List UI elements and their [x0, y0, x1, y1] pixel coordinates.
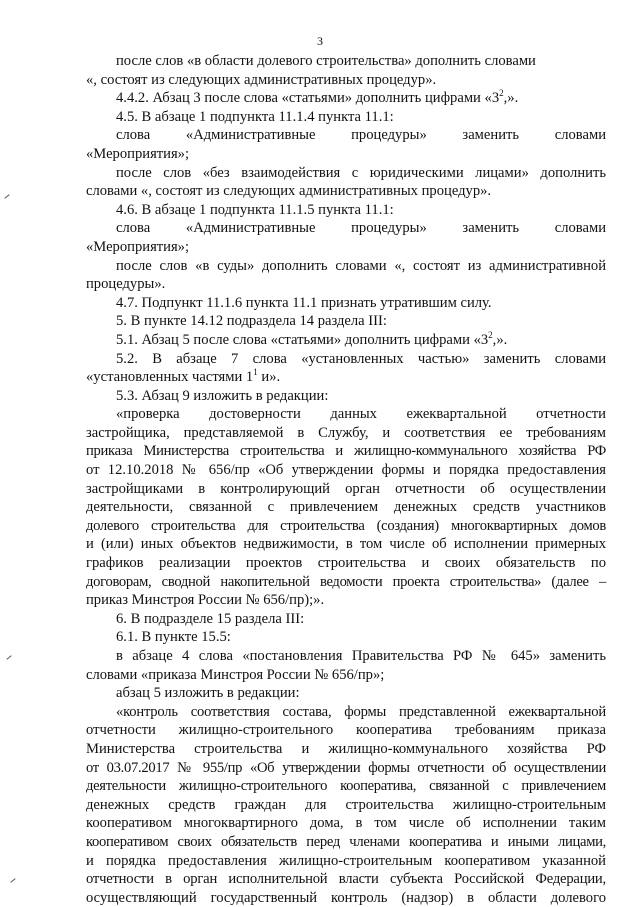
- document-body: [86, 52, 606, 907]
- text-line: застройщика, представляемой в Службу, и соответствия ее требованиям: [86, 424, 606, 441]
- text-line: денежных средств граждан для строительства жилищно-строительным: [86, 796, 606, 813]
- text-line: графиков реализации проектов строительства и своих обязательств по: [86, 555, 606, 572]
- text-line: «установленных частями $1^1$ и».: [86, 367, 281, 386]
- text-line: кооперативом многоквартирного дома, в том числе об исполнении таким: [86, 815, 606, 832]
- text-line: 4.6. В абзаце 1 подпункта 11.1.5 пункта 11.1:: [116, 201, 394, 218]
- scan-mark: [10, 878, 15, 883]
- text-line: «, состоят из следующих административных процедур».: [86, 71, 437, 88]
- text-line: от 12.10.2018 № 656/пр «Об утверждении формы и порядка предоставления: [86, 462, 606, 479]
- text-line: долевого строительства для строительства (создания) многоквартирных домов: [86, 517, 606, 534]
- text-line: словами «, состоят из следующих административных процедур».: [86, 183, 492, 200]
- text-line: «контроль соответствия состава, формы представленной ежеквартальной: [116, 703, 606, 720]
- text-line: осуществляющий государственный контроль (надзор) в области долевого: [86, 889, 606, 906]
- text-line: договорам, сводной накопительной ведомости проекта строительства» (далее –: [86, 573, 606, 590]
- text-line: словами «приказа Минстроя России № 656/пр»;: [86, 666, 385, 683]
- text-line: 4.5. В абзаце 1 подпункта 11.1.4 пункта 11.1:: [116, 108, 394, 125]
- text-line: деятельности жилищно-строительного кооператива, связанной с привлечением: [86, 778, 606, 795]
- text-line: 4.4.2. Абзац 3 после слова «статьями» дополнить цифрами «$3^2$,».: [116, 88, 519, 107]
- text-line: и порядка предоставления жилищно-строительным кооперативом указанной: [86, 852, 606, 869]
- text-line: 5.3. Абзац 9 изложить в редакции:: [116, 387, 329, 404]
- scan-mark: [6, 655, 11, 660]
- text-line: приказа Министерства строительства и жилищно-коммунального хозяйства РФ: [86, 443, 606, 460]
- text-line: 5.2. В абзаце 7 слова «установленных частью» заменить словами: [116, 350, 606, 367]
- text-line: 4.7. Подпункт 11.1.6 пункта 11.1 признать утратившим силу.: [116, 294, 492, 311]
- text-line: приказ Минстроя России № 656/пр);».: [86, 592, 325, 609]
- text-line: и (или) иных объектов недвижимости, в том числе об исполнении примерных: [86, 536, 606, 553]
- text-line: Министерства строительства и жилищно-коммунального хозяйства РФ: [86, 740, 606, 757]
- text-line: отчетности жилищно-строительного кооператива требованиям приказа: [86, 722, 606, 739]
- text-line: от 03.07.2017 № 955/пр «Об утверждении формы отчетности об осуществлении: [86, 759, 606, 776]
- text-line: «Мероприятия»;: [86, 238, 190, 255]
- scan-mark: [4, 194, 9, 199]
- text-line: 6. В подразделе 15 раздела III:: [116, 610, 305, 627]
- page-number: 3: [317, 34, 323, 48]
- text-line: «проверка достоверности данных ежеквартальной отчетности: [116, 406, 606, 423]
- text-line: абзац 5 изложить в редакции:: [116, 685, 300, 702]
- text-line: деятельности, связанной с привлечением денежных средств участников: [86, 499, 606, 516]
- text-line: после слов «в области долевого строительства» дополнить словами: [116, 53, 536, 69]
- text-line: слова «Административные процедуры» заменить словами: [116, 220, 606, 237]
- text-line: процедуры».: [86, 276, 166, 293]
- text-line: 5.1. Абзац 5 после слова «статьями» дополнить цифрами «$3^2$,».: [116, 330, 508, 348]
- text-line: после слов «в суды» дополнить словами «, состоят из административной: [116, 257, 606, 274]
- text-line: в абзаце 4 слова «постановления Правительства РФ № 645» заменить: [116, 648, 606, 664]
- text-line: застройщиками в контролирующий орган отчетности об осуществлении: [86, 480, 606, 497]
- text-line: 6.1. В пункте 15.5:: [116, 629, 231, 646]
- text-line: отчетности в орган исполнительной власти субъекта Российской Федерации,: [86, 871, 606, 888]
- text-line: «Мероприятия»;: [86, 145, 190, 162]
- text-line: 5. В пункте 14.12 подраздела 14 раздела III:: [116, 313, 387, 330]
- text-line: после слов «без взаимодействия с юридическими лицами» дополнить: [116, 164, 606, 181]
- text-line: слова «Административные процедуры» заменить словами: [116, 127, 606, 144]
- text-line: кооперативом своих обязательств перед членами кооператива и иными лицами,: [86, 833, 606, 850]
